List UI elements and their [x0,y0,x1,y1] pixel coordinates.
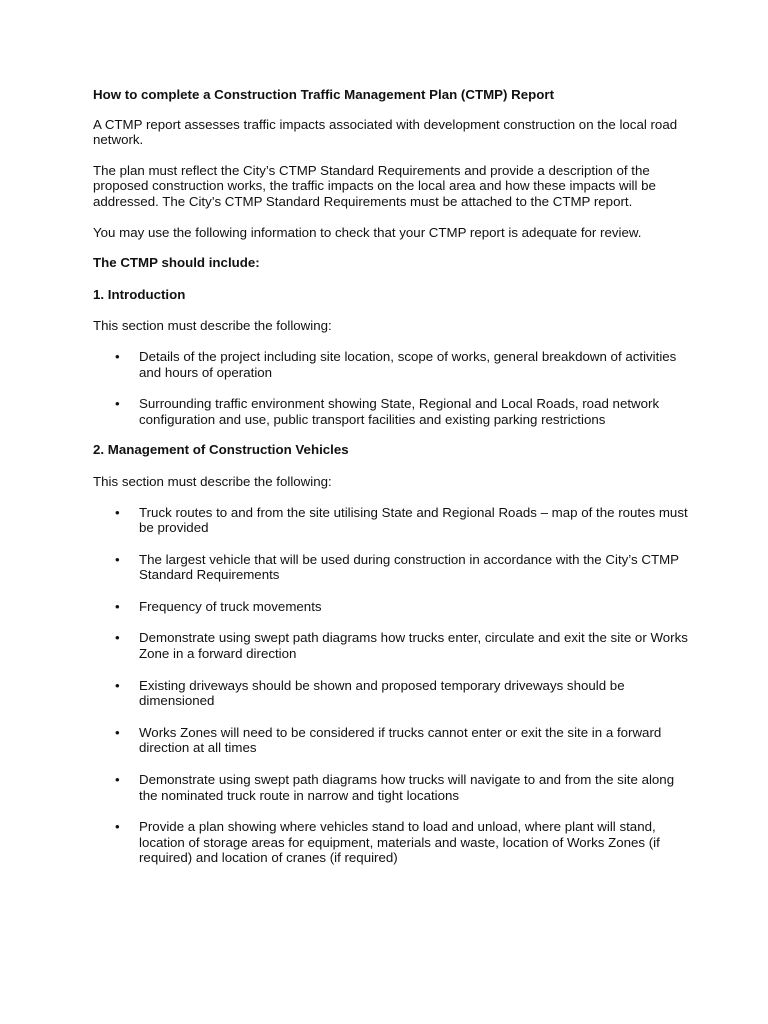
list-item [93,678,693,709]
list-item [93,552,693,583]
list-item-text: Frequency of truck movements [139,598,322,614]
bullet-icon: • [115,630,120,646]
intro-paragraph: A CTMP report assesses traffic impacts associated with development construction on the local road network. [93,116,678,148]
bullet-icon: • [115,772,120,788]
document-page [93,87,693,881]
bullet-list [93,349,693,427]
list-item [93,630,693,661]
list-item [93,725,693,756]
include-heading: The CTMP should include: [93,255,260,271]
list-item [93,819,693,866]
document-title: How to complete a Construction Traffic Management Plan (CTMP) Report [93,87,554,102]
list-item-text: Provide a plan showing where vehicles stand to load and unload, where plant will stand, location of storage areas for equipment, materials and waste, location of Works Zones (if required) and location of cranes (if required) [139,819,660,866]
list-item-text: Details of the project including site location, scope of works, general breakdown of activities and hours of operation [139,348,677,380]
section-lead: This section must describe the following: [93,473,332,489]
list-item [93,349,693,380]
bullet-icon: • [115,819,120,835]
list-item-text: Truck routes to and from the site utilising State and Regional Roads – map of the routes must be provided [139,504,688,536]
bullet-icon: • [115,504,120,520]
list-item [93,505,693,536]
list-item-text: Demonstrate using swept path diagrams how trucks enter, circulate and exit the site or Works Zone in a forward direction [139,630,688,662]
bullet-list [93,505,693,867]
bullet-icon: • [115,598,120,614]
bullet-icon: • [115,396,120,412]
bullet-icon: • [115,724,120,740]
list-item [93,772,693,803]
section-heading: 1. Introduction [93,286,186,302]
list-item-text: The largest vehicle that will be used during construction in accordance with the City’s CTMP Standard Requirements [139,551,679,583]
bullet-icon: • [115,348,120,364]
list-item-text: Works Zones will need to be considered if trucks cannot enter or exit the site in a forward direction at all times [139,724,662,756]
list-item-text: Surrounding traffic environment showing State, Regional and Local Roads, road network configuration and use, public transport facilities and existing parking restrictions [139,396,660,427]
list-item-text: Existing driveways should be shown and proposed temporary driveways should be dimensioned [139,677,625,709]
section-lead: This section must describe the following: [93,318,332,334]
bullet-icon: • [115,677,120,693]
list-item [93,396,693,427]
intro-paragraph: The plan must reflect the City’s CTMP Standard Requirements and provide a description of the proposed construction works, the traffic impacts on the local area and how these impacts will be addressed. The City’s CTMP Standard Requirements must be attached to the CTMP report. [93,162,656,209]
bullet-icon: • [115,551,120,567]
section-heading: 2. Management of Construction Vehicles [93,442,349,458]
list-item-text: Demonstrate using swept path diagrams how trucks will navigate to and from the site along the nominated truck route in narrow and tight locations [139,772,675,803]
list-item [93,599,693,615]
intro-paragraph: You may use the following information to check that your CTMP report is adequate for review. [93,224,642,240]
